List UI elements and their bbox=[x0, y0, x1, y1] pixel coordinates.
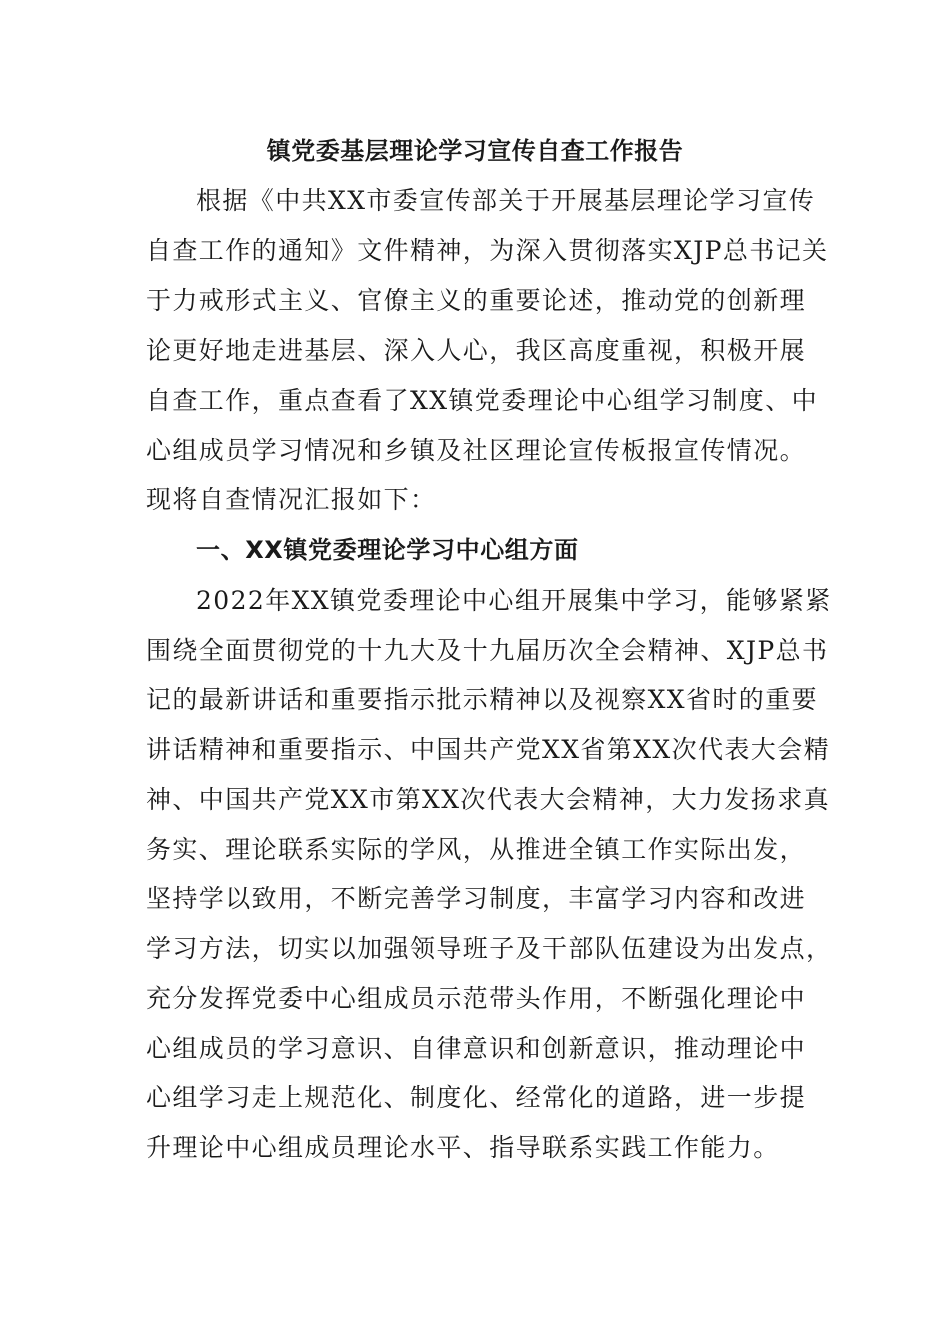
section-1-line-9: 充分发挥党委中心组成员示范带头作用，不断强化理论中 bbox=[146, 984, 807, 1013]
section-1-heading: 一、XX镇党委理论学习中心组方面 bbox=[196, 536, 579, 564]
section-1-line-11: 心组学习走上规范化、制度化、经常化的道路，进一步提 bbox=[146, 1083, 807, 1112]
section-1-line-4: 讲话精神和重要指示、中国共产党XX省第XX次代表大会精 bbox=[146, 735, 830, 764]
intro-line-5: 自查工作，重点查看了XX镇党委理论中心组学习制度、中 bbox=[146, 386, 818, 415]
intro-line-4: 论更好地走进基层、深入人心，我区高度重视，积极开展 bbox=[146, 336, 807, 365]
document-title: 镇党委基层理论学习宣传自查工作报告 bbox=[266, 137, 684, 165]
intro-line-7: 现将自查情况汇报如下： bbox=[146, 485, 437, 514]
section-1-line-6: 务实、理论联系实际的学风，从推进全镇工作实际出发， bbox=[146, 835, 807, 864]
section-1-line-5: 神、中国共产党XX市第XX次代表大会精神，大力发扬求真 bbox=[146, 785, 830, 814]
section-1-line-8: 学习方法，切实以加强领导班子及干部队伍建设为出发点， bbox=[146, 934, 833, 963]
intro-line-2: 自查工作的通知》文件精神，为深入贯彻落实XJP总书记关 bbox=[146, 236, 829, 265]
section-1-line-2: 围绕全面贯彻党的十九大及十九届历次全会精神、XJP总书 bbox=[146, 636, 829, 665]
section-1-line-1: 2022年XX镇党委理论中心组开展集中学习，能够紧紧 bbox=[196, 586, 832, 615]
intro-line-1: 根据《中共XX市委宣传部关于开展基层理论学习宣传 bbox=[196, 186, 816, 215]
intro-line-3: 于力戒形式主义、官僚主义的重要论述，推动党的创新理 bbox=[146, 286, 807, 315]
section-1-line-7: 坚持学以致用，不断完善学习制度，丰富学习内容和改进 bbox=[146, 884, 807, 913]
section-1-line-12: 升理论中心组成员理论水平、指导联系实践工作能力。 bbox=[146, 1133, 780, 1162]
intro-line-6: 心组成员学习情况和乡镇及社区理论宣传板报宣传情况。 bbox=[146, 436, 807, 465]
section-1-line-10: 心组成员的学习意识、自律意识和创新意识，推动理论中 bbox=[146, 1034, 807, 1063]
section-1-line-3: 记的最新讲话和重要指示批示精神以及视察XX省时的重要 bbox=[146, 685, 818, 714]
